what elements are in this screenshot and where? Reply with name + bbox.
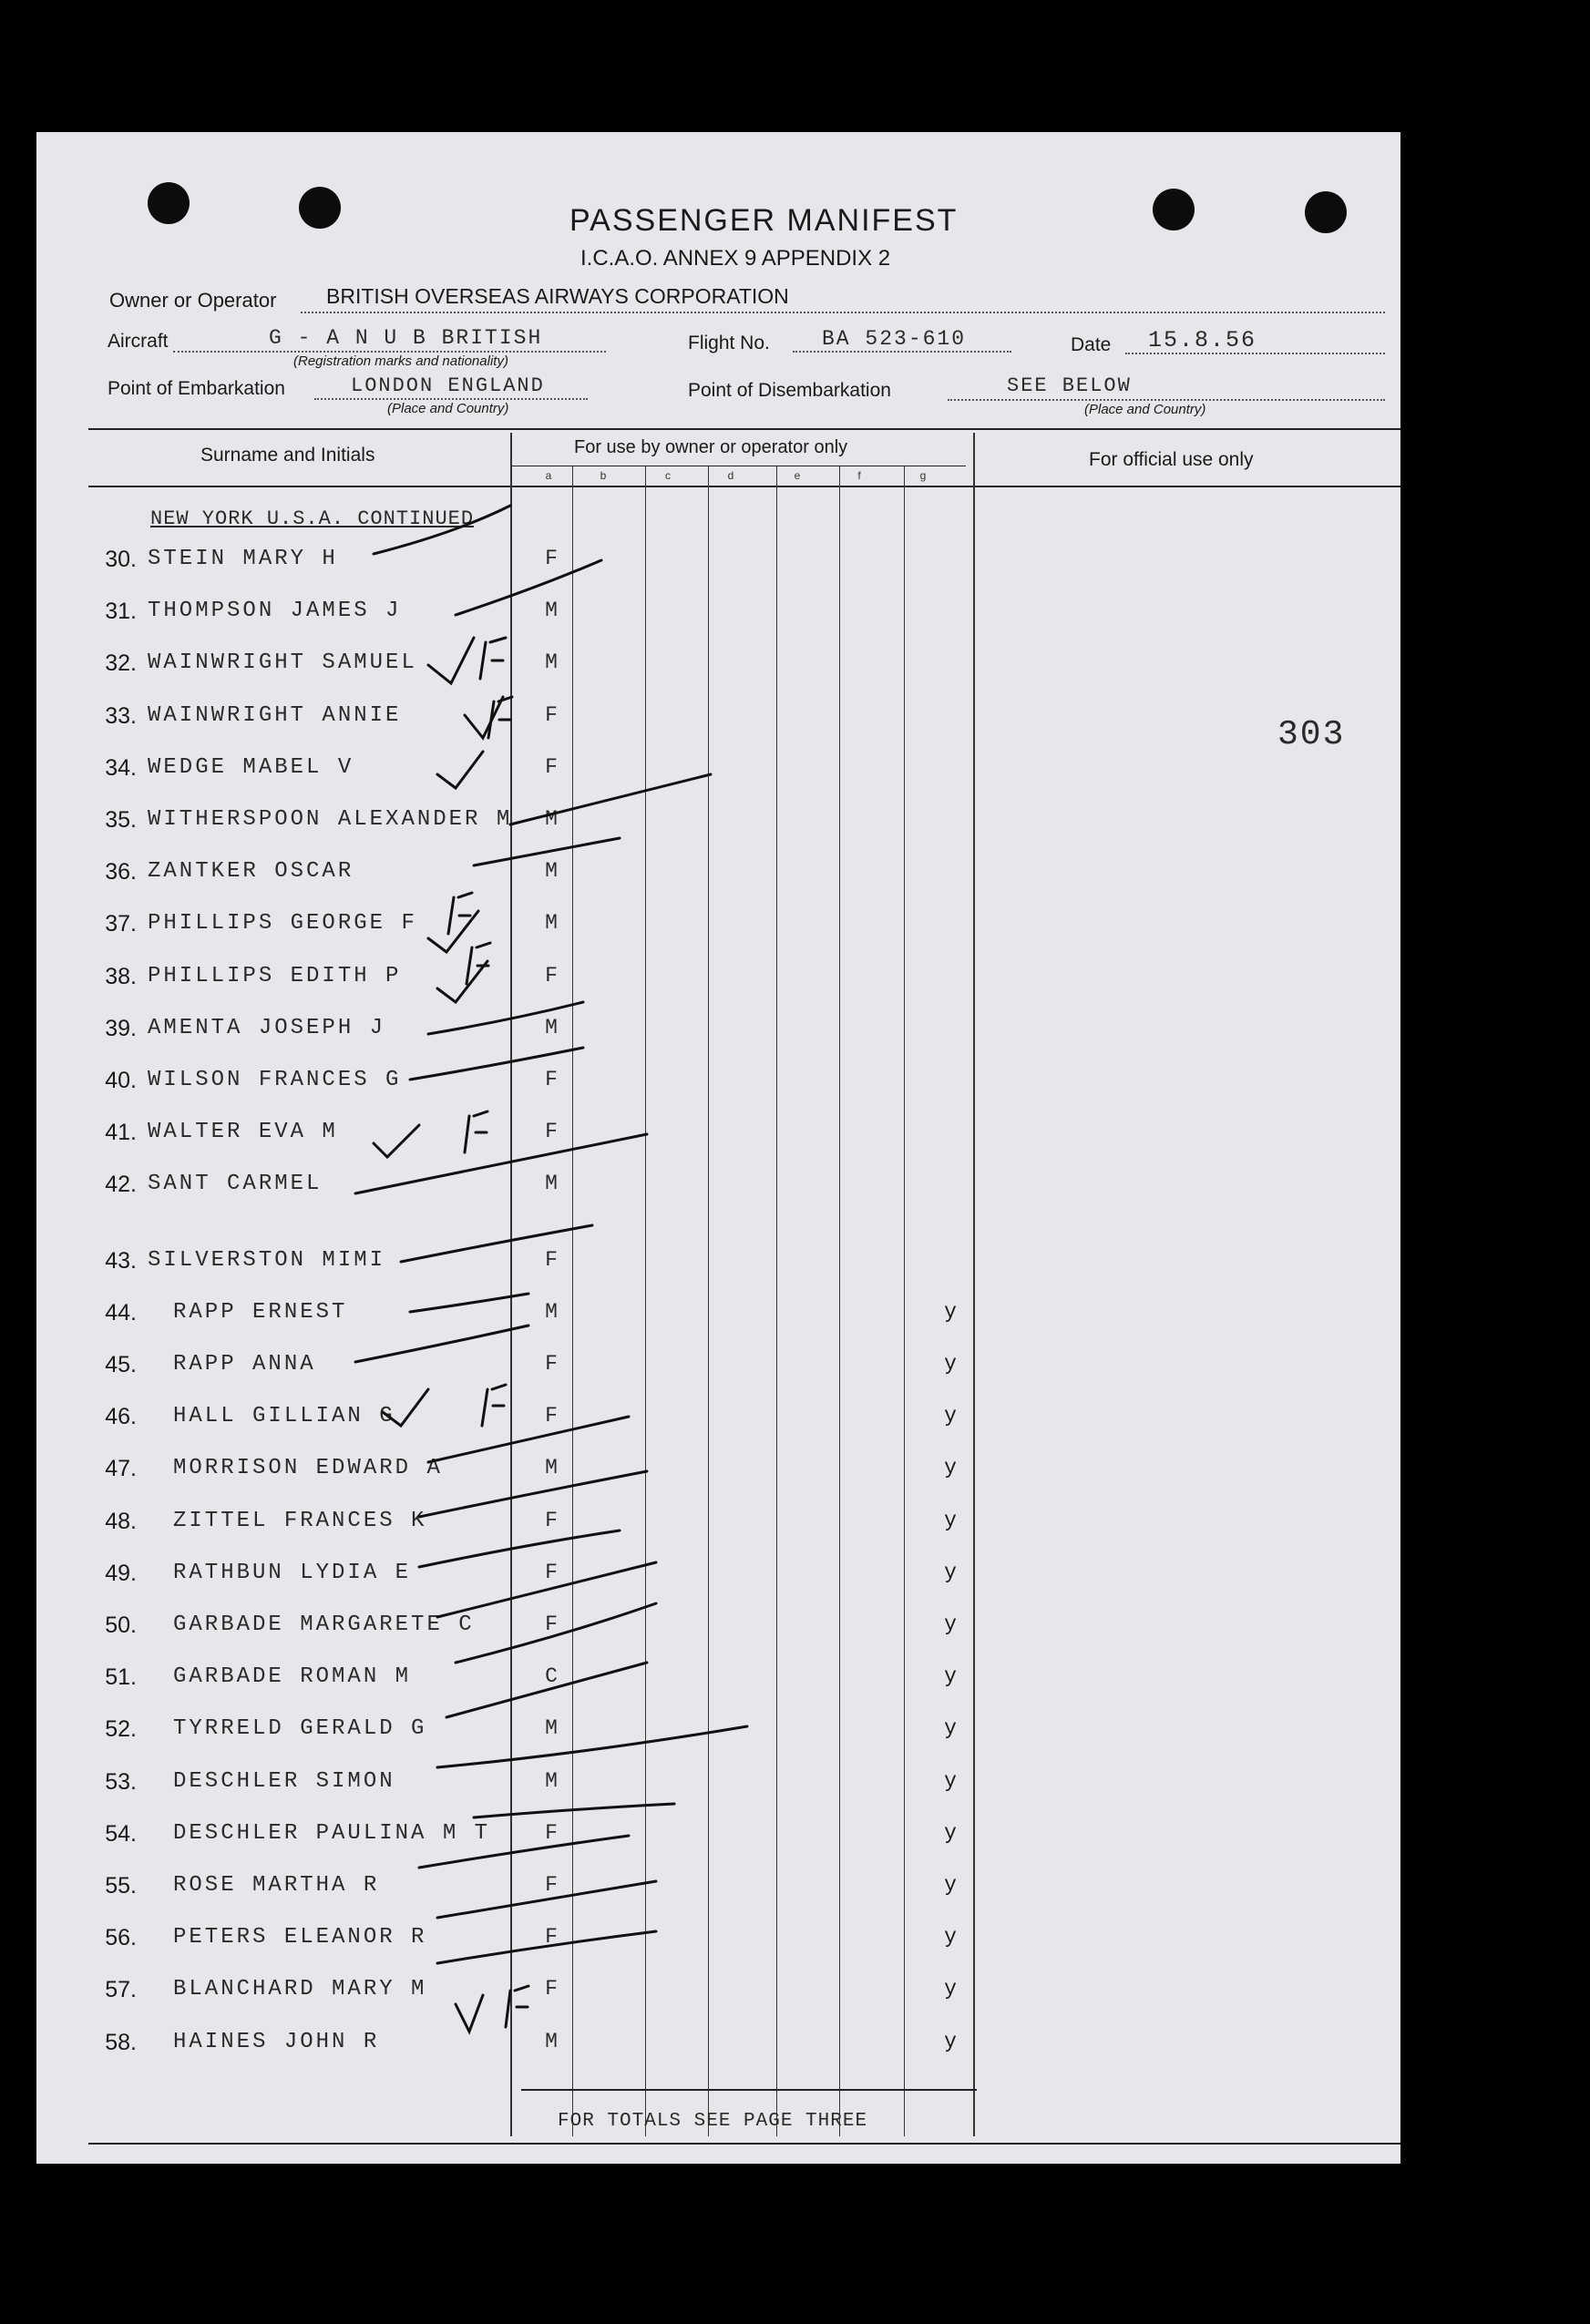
passenger-name: RAPP ANNA xyxy=(173,1352,316,1377)
passenger-name: PHILLIPS EDITH P xyxy=(148,964,402,988)
column-a-value: F xyxy=(545,547,558,570)
passenger-name: RAPP ERNEST xyxy=(173,1300,348,1325)
column-a-value: F xyxy=(545,1120,558,1143)
aircraft-label: Aircraft xyxy=(108,331,169,352)
passenger-number: 41. xyxy=(105,1120,137,1145)
column-letter-a: a xyxy=(545,469,552,482)
column-a-value: M xyxy=(545,650,558,674)
column-a-value: M xyxy=(545,807,558,831)
column-g-value: y xyxy=(944,1509,957,1532)
passenger-number: 44. xyxy=(105,1300,137,1326)
column-g-value: y xyxy=(944,1716,957,1740)
date-value: 15.8.56 xyxy=(1148,327,1257,353)
embarkation-note: (Place and Country) xyxy=(387,401,509,416)
passenger-number: 39. xyxy=(105,1016,137,1041)
passenger-name: WALTER EVA M xyxy=(148,1120,338,1144)
column-g-value: y xyxy=(944,1977,957,2001)
passenger-name: HAINES JOHN R xyxy=(173,2030,380,2054)
form-title: PASSENGER MANIFEST xyxy=(569,203,959,238)
date-label: Date xyxy=(1071,334,1112,355)
passenger-number: 49. xyxy=(105,1561,137,1586)
column-a-value: M xyxy=(545,1456,558,1479)
handwritten-tick-marks xyxy=(36,132,1400,2164)
passenger-number: 50. xyxy=(105,1612,137,1638)
passenger-number: 53. xyxy=(105,1769,137,1795)
column-a-value: M xyxy=(545,1769,558,1793)
passenger-name: GARBADE MARGARETE C xyxy=(173,1612,475,1637)
column-g-value: y xyxy=(944,1769,957,1793)
totals-note: FOR TOTALS SEE PAGE THREE xyxy=(558,2111,868,2132)
column-letter-f: f xyxy=(857,469,861,482)
passenger-name: WEDGE MABEL V xyxy=(148,755,354,780)
passenger-number: 40. xyxy=(105,1068,137,1093)
manifest-sheet xyxy=(36,132,1400,2164)
passenger-number: 51. xyxy=(105,1664,137,1690)
column-g-value: y xyxy=(944,2030,957,2053)
column-a-value: F xyxy=(545,1821,558,1845)
column-a-value: F xyxy=(545,1509,558,1532)
passenger-name: WILSON FRANCES G xyxy=(148,1068,402,1092)
column-a-value: M xyxy=(545,599,558,622)
disembarkation-value: SEE BELOW xyxy=(1007,374,1132,397)
passenger-number: 34. xyxy=(105,755,137,781)
passenger-name: PHILLIPS GEORGE F xyxy=(148,911,417,936)
column-g-value: y xyxy=(944,1925,957,1949)
passenger-number: 54. xyxy=(105,1821,137,1847)
passenger-name: SILVERSTON MIMI xyxy=(148,1248,386,1273)
passenger-number: 43. xyxy=(105,1248,137,1274)
passenger-number: 33. xyxy=(105,703,137,729)
passenger-number: 57. xyxy=(105,1977,137,2002)
passenger-number: 56. xyxy=(105,1925,137,1950)
column-a-value: F xyxy=(545,1561,558,1584)
passenger-name: STEIN MARY H xyxy=(148,547,338,571)
passenger-name: WAINWRIGHT ANNIE xyxy=(148,703,402,728)
passenger-name: DESCHLER PAULINA M T xyxy=(173,1821,491,1846)
column-g-value: y xyxy=(944,1561,957,1584)
disembarkation-label: Point of Disembarkation xyxy=(688,380,891,401)
column-g-value: y xyxy=(944,1352,957,1376)
column-g-value: y xyxy=(944,1404,957,1428)
owner-use-header: For use by owner or operator only xyxy=(574,437,848,457)
column-g-value: y xyxy=(944,1612,957,1636)
passenger-name: ROSE MARTHA R xyxy=(173,1873,380,1898)
column-a-value: M xyxy=(545,1172,558,1195)
section-heading: NEW YORK U.S.A. CONTINUED xyxy=(150,507,475,530)
passenger-name: ZITTEL FRANCES K xyxy=(173,1509,427,1533)
column-a-value: F xyxy=(545,755,558,779)
passenger-name: WITHERSPOON ALEXANDER M xyxy=(148,807,513,832)
column-a-value: F xyxy=(545,1248,558,1272)
aircraft-value: G - A N U B BRITISH xyxy=(269,326,543,350)
form-subtitle: I.C.A.O. ANNEX 9 APPENDIX 2 xyxy=(580,246,891,271)
passenger-name: RATHBUN LYDIA E xyxy=(173,1561,412,1585)
passenger-name: MORRISON EDWARD A xyxy=(173,1456,443,1480)
column-g-value: y xyxy=(944,1664,957,1688)
passenger-number: 35. xyxy=(105,807,137,833)
column-a-value: F xyxy=(545,1352,558,1376)
page-number-stamp: 303 xyxy=(1277,715,1346,754)
owner-label: Owner or Operator xyxy=(109,289,277,312)
passenger-number: 37. xyxy=(105,911,137,937)
column-a-value: F xyxy=(545,703,558,727)
column-letter-g: g xyxy=(919,469,927,482)
passenger-number: 38. xyxy=(105,964,137,989)
registration-note: (Registration marks and nationality) xyxy=(293,353,508,369)
passenger-number: 30. xyxy=(105,547,137,572)
passenger-number: 47. xyxy=(105,1456,137,1481)
column-g-value: y xyxy=(944,1873,957,1897)
passenger-number: 42. xyxy=(105,1172,137,1197)
passenger-name: BLANCHARD MARY M xyxy=(173,1977,427,2002)
passenger-name: ZANTKER OSCAR xyxy=(148,859,354,884)
column-a-value: M xyxy=(545,1016,558,1039)
column-letter-c: c xyxy=(665,469,671,482)
column-a-value: M xyxy=(545,2030,558,2053)
passenger-name: DESCHLER SIMON xyxy=(173,1769,395,1794)
passenger-name: HALL GILLIAN G xyxy=(173,1404,395,1428)
column-a-value: M xyxy=(545,1300,558,1324)
column-a-value: M xyxy=(545,1716,558,1740)
flight-value: BA 523-610 xyxy=(822,327,967,351)
passenger-name: TYRRELD GERALD G xyxy=(173,1716,427,1741)
surname-header: Surname and Initials xyxy=(200,445,375,466)
passenger-name: SANT CARMEL xyxy=(148,1172,323,1196)
passenger-name: AMENTA JOSEPH J xyxy=(148,1016,386,1040)
passenger-number: 32. xyxy=(105,650,137,676)
column-g-value: y xyxy=(944,1821,957,1845)
column-a-value: M xyxy=(545,859,558,883)
passenger-number: 45. xyxy=(105,1352,137,1377)
column-letter-b: b xyxy=(600,469,607,482)
column-a-value: F xyxy=(545,1925,558,1949)
passenger-number: 46. xyxy=(105,1404,137,1429)
column-a-value: C xyxy=(545,1664,558,1688)
passenger-number: 48. xyxy=(105,1509,137,1534)
embarkation-value: LONDON ENGLAND xyxy=(351,374,545,397)
owner-value: BRITISH OVERSEAS AIRWAYS CORPORATION xyxy=(326,284,789,308)
passenger-number: 31. xyxy=(105,599,137,624)
passenger-name: THOMPSON JAMES J xyxy=(148,599,402,623)
column-g-value: y xyxy=(944,1456,957,1479)
column-a-value: M xyxy=(545,911,558,935)
column-letter-d: d xyxy=(727,469,734,482)
column-a-value: F xyxy=(545,1977,558,2001)
column-a-value: F xyxy=(545,1612,558,1636)
embarkation-label: Point of Embarkation xyxy=(108,378,285,399)
passenger-number: 58. xyxy=(105,2030,137,2055)
column-g-value: y xyxy=(944,1300,957,1324)
column-a-value: F xyxy=(545,1873,558,1897)
official-use-header: For official use only xyxy=(1089,449,1254,470)
passenger-name: PETERS ELEANOR R xyxy=(173,1925,427,1950)
column-letter-e: e xyxy=(794,469,801,482)
passenger-number: 36. xyxy=(105,859,137,885)
flight-label: Flight No. xyxy=(688,333,770,353)
passenger-number: 52. xyxy=(105,1716,137,1742)
passenger-name: GARBADE ROMAN M xyxy=(173,1664,412,1689)
column-a-value: F xyxy=(545,1404,558,1428)
column-a-value: F xyxy=(545,1068,558,1091)
passenger-number: 55. xyxy=(105,1873,137,1899)
passenger-name: WAINWRIGHT SAMUEL xyxy=(148,650,417,675)
disembarkation-note: (Place and Country) xyxy=(1084,402,1206,417)
column-a-value: F xyxy=(545,964,558,988)
